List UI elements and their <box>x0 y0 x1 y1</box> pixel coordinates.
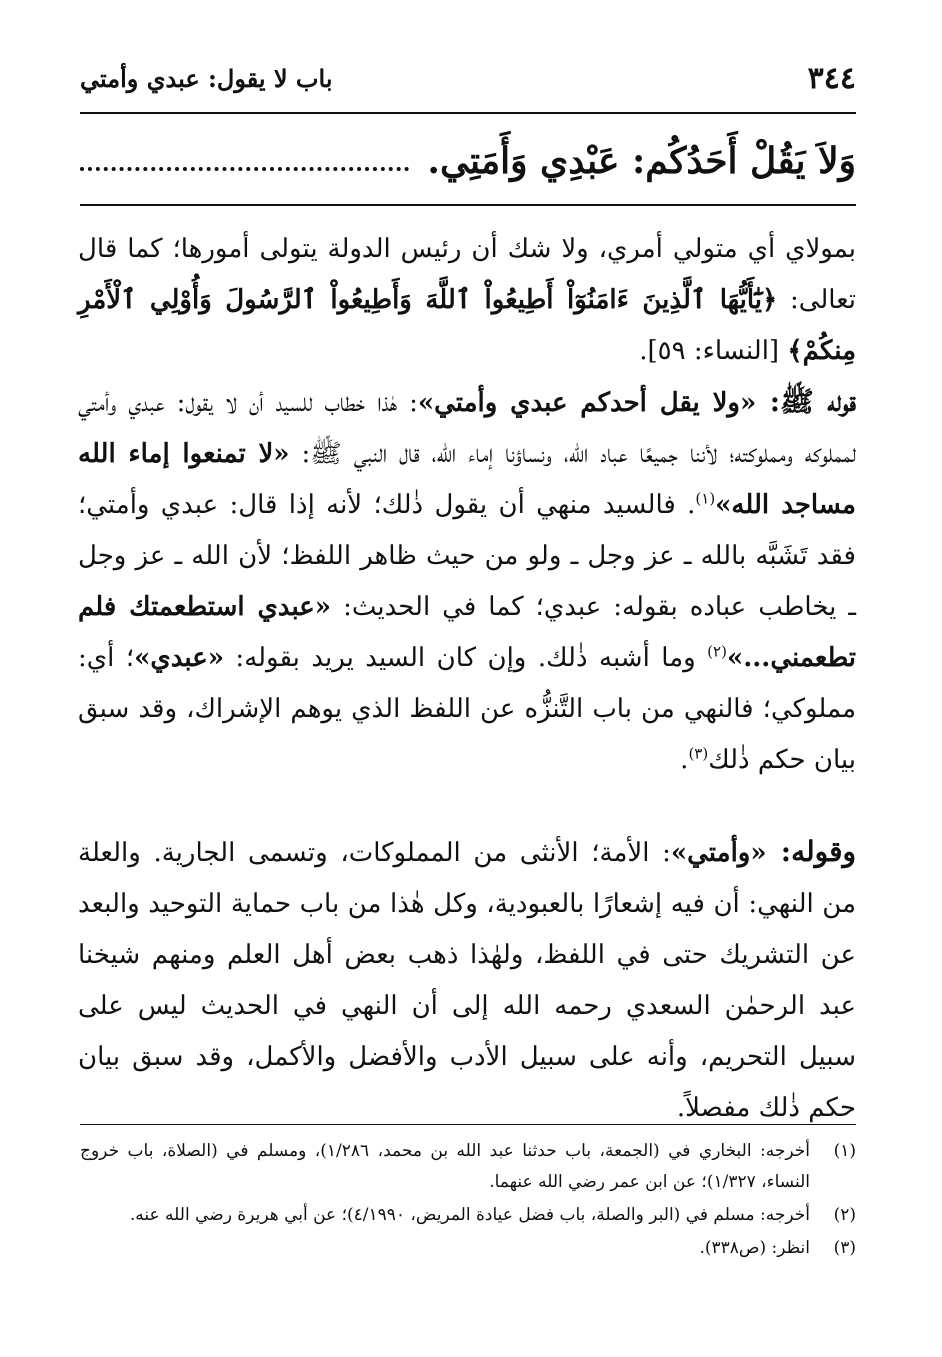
paragraph-3 <box>78 826 856 1134</box>
footnote-marker-2[interactable]: (٢) <box>707 642 727 661</box>
hadith-quote: «وأمتي» <box>670 838 767 868</box>
paragraph-text: ؛ أي: مملوكي؛ فالنهي من باب التَّنزُّه عن اللفظ الذي يوهم الإشراك، وقد سبق بيان حكم ذٰلك <box>78 643 856 775</box>
footnote-number: (١) <box>833 1141 856 1161</box>
footnote-marker-3[interactable]: (٣) <box>688 744 709 763</box>
paragraph-text: . <box>680 745 689 775</box>
paragraph-lead: قوله ﷺ: <box>756 385 857 418</box>
footnote-item <box>80 1200 856 1231</box>
quran-verse: ﴿يَٰٓأَيُّهَا ٱلَّذِينَ ءَامَنُوٓاْ أَطِيعُواْ ٱللَّهَ وَأَطِيعُواْ ٱلرَّسُولَ وَأُوْلِي ٱلْأَمْرِ مِنكُمْ﴾ <box>78 285 856 366</box>
paragraph-2 <box>78 376 856 786</box>
running-header <box>80 58 856 98</box>
running-title: باب لا يقول: عبدي وأمتي <box>80 63 333 93</box>
chapter-title: وَلاَ يَقُلْ أَحَدُكُم: عَبْدِي وَأَمَتِي. <box>427 140 856 182</box>
footnote-separator <box>80 1124 856 1125</box>
footnote-text: أخرجه: البخاري في (الجمعة، باب حدثنا عبد الله بن محمد، ١/٢٨٦)، ومسلم في (الصلاة، باب خروج النساء، ١/٣٢٧)؛ عن ابن عمر رضي الله عنهما. <box>80 1141 810 1192</box>
chapter-dotted-leader <box>80 167 409 171</box>
footnote-text: انظر: (ص٣٣٨). <box>699 1238 810 1258</box>
paragraph-text: وما أشبه ذٰلك. وإن كان السيد يريد بقوله: <box>223 643 708 673</box>
paragraph-text: بمولاي أي متولي أمري، ولا شك أن رئيس الدولة يتولى أمورها؛ كما قال تعالى: <box>78 234 856 315</box>
page-number: ٣٤٤ <box>807 60 856 96</box>
footnote-item <box>80 1136 856 1198</box>
footnote-marker-1[interactable]: (١) <box>695 489 716 508</box>
hadith-quote: «عبدي» <box>134 643 224 673</box>
chapter-heading <box>80 128 856 194</box>
paragraph-lead: وقوله: <box>766 835 857 868</box>
chapter-rule <box>80 204 856 206</box>
hadith-quote: «ولا يقل أحدكم عبدي وأمتي» <box>417 388 757 418</box>
footnote-number: (٣) <box>833 1238 856 1258</box>
verse-reference: [النساء: ٥٩]. <box>639 336 788 366</box>
paragraph-text: . فالسيد منهي أن يقول ذٰلك؛ لأنه إذا قال: عبدي وأمتي؛ فقد تَشَبَّه بالله ـ عز وجل ـ ولو من حيث ظاهر اللفظ؛ لأن الله ـ عز وجل ـ يخاطب عباده بقوله: عبدي؛ كما في الحديث: <box>78 490 856 622</box>
footnote-number: (٢) <box>833 1205 856 1225</box>
header-rule <box>80 112 856 114</box>
hadith-quote: «عبدي استطعمتك فلم تطعمني...» <box>78 592 857 673</box>
paragraph-text: : الأمة؛ الأنثى من المملوكات، وتسمى الجارية. والعلة من النهي: أن فيه إشعارًا بالعبودية، وكل هٰذا من باب حماية التوحيد والبعد عن التشريك حتى في اللفظ، ولهٰذا ذهب بعض أهل العلم ومنهم شيخنا عبد الرحمٰن السعدي رحمه الله إلى أن النهي في الحديث ليس على سبيل التحريم، وأنه على سبيل الأدب والأفضل والأكمل، وقد سبق بيان حكم ذٰلك مفصلاً. <box>78 838 856 1123</box>
paragraph-text: : هٰذا خطاب للسيد أن لا يقول: عبدي وأمتي لمملوكه ومملوكته؛ لأننا جميعًا عباد الله، ونساؤنا إماء الله، قال النبي ﷺ: <box>78 388 856 469</box>
footnotes <box>80 1136 856 1266</box>
footnote-item <box>80 1233 856 1264</box>
paragraph-1 <box>78 224 856 377</box>
footnote-text: أخرجه: مسلم في (البر والصلة، باب فضل عيادة المريض، ٤/١٩٩٠)؛ عن أبي هريرة رضي الله عنه. <box>129 1205 810 1225</box>
hadith-quote: «لا تمنعوا إماء الله مساجد الله» <box>78 439 856 520</box>
